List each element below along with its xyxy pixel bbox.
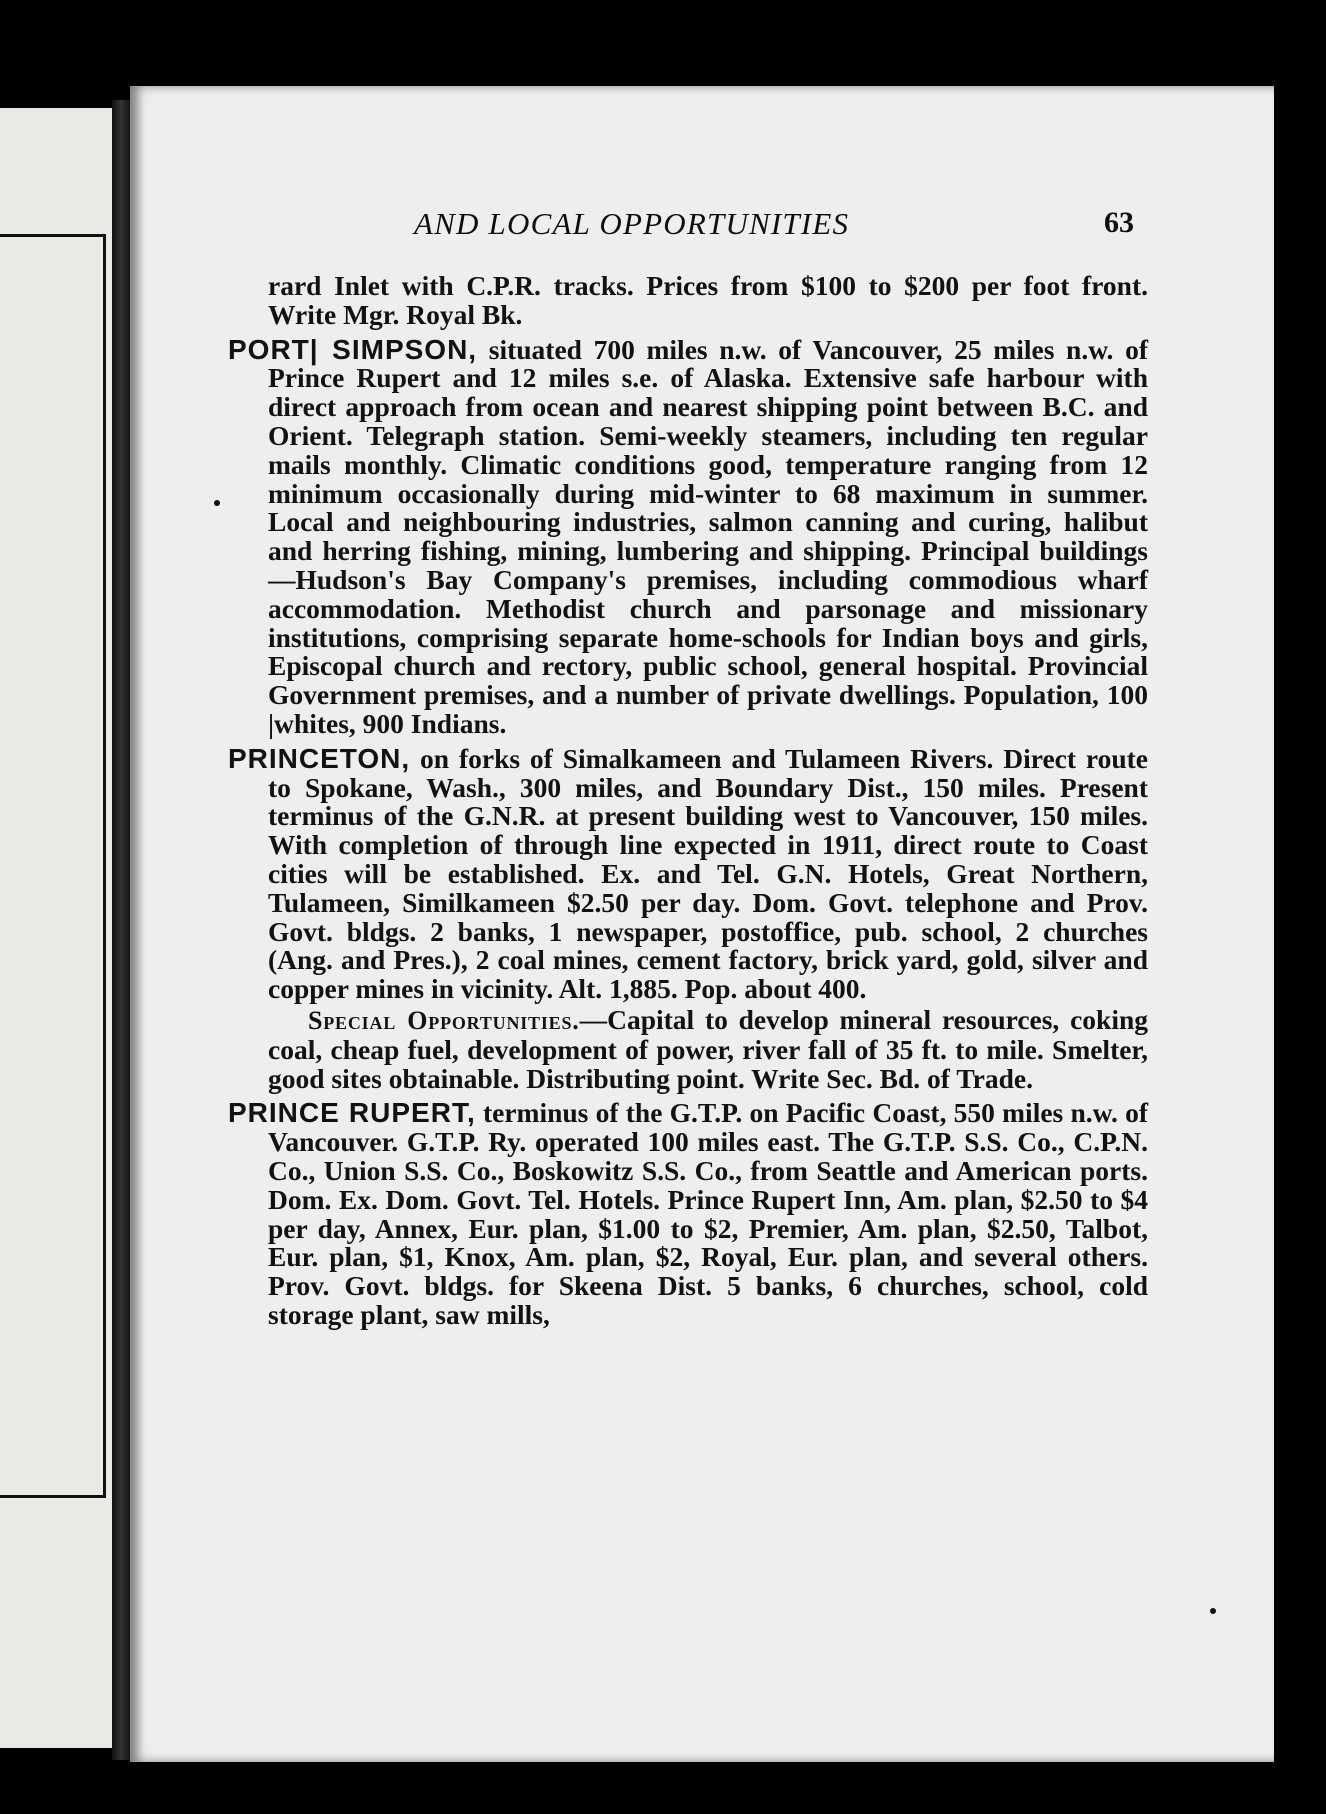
left-page-frame (0, 234, 106, 1498)
entry-port-simpson (228, 333, 1148, 739)
entry-text: rard Inlet with C.P.R. tracks. Prices from $100 to $200 per foot front. Write Mgr. Royal Bk. (268, 270, 1148, 330)
entry-text: situated 700 miles n.w. of Vancouver, 25 miles n.w. of Prince Rupert and 12 miles s.e. of Alaska. Extensive safe harbour with direct approach from ocean and nearest shipping point between B.C. and Orient. Telegraph station. Semi-weekly steamers, including ten regular mails monthly. Climatic conditions good, temperature ranging from 12 minimum occasionally during mid-winter to 68 maximum in summer. Local and neighbouring industries, salmon canning and curing, halibut and herring fishing, mining, lumbering and shipping. Principal buildings—Hudson's Bay Company's premises, including commodious wharf accommodation. Methodist church and parsonage and missionary institutions, comprising separate home-schools for Indian boys and girls, Episcopal church and rectory, public school, general hospital. Provincial Government premises, and a number of private dwellings. Population, 100 |whites, 900 Indians. (268, 333, 1148, 739)
print-speck (1210, 1608, 1216, 1614)
entry-name: PRINCE RUPERT, (228, 1097, 476, 1129)
entry-princeton-special (228, 1003, 1149, 1094)
entry-name: PORT| SIMPSON, (228, 333, 478, 365)
entry-text: terminus of the G.T.P. on Pacific Coast, 550 miles n.w. of Vancouver. G.T.P. Ry. operated 100 miles east. The G.T.P. S.S. Co., C.P.N. Co., Union S.S. Co., Boskowitz S.S. Co., from Seattle and American ports. Dom. Ex. Dom. Govt. Tel. Hotels. Prince Rupert Inn, Am. plan, $2.50 to $4 per day, Annex, Eur. plan, $1.00 to $2, Premier, Am. plan, $2.50, Talbot, Eur. plan, $1, Knox, Am. plan, $2, Royal, Eur. plan, and several others. Prov. Govt. bldgs. for Skeena Dist. 5 banks, 6 churches, school, cold storage plant, saw mills, (268, 1097, 1149, 1330)
page-header (414, 206, 1134, 250)
entry-text: on forks of Simalkameen and Tulameen Rivers. Direct route to Spokane, Wash., 300 miles, and Boundary Dist., 150 miles. Present terminus of the G.N.R. at present building west to Vancouver, 150 miles. With completion of through line expected in 1911, direct route to Coast cities will be established. Ex. and Tel. G.N. Hotels, Great Northern, Tulameen, Similkameen $2.50 per day. Dom. Govt. telephone and Prov. Govt. bldgs. 2 banks, 1 newspaper, postoffice, pub. school, 2 churches (Ang. and Pres.), 2 coal mines, cement factory, brick yard, gold, silver and copper mines in vicinity. Alt. 1,885. Pop. about 400. (268, 742, 1149, 1005)
entry-princeton (228, 742, 1149, 1005)
page-body (228, 272, 1148, 1336)
running-head: AND LOCAL OPPORTUNITIES (414, 206, 850, 241)
page-number: 63 (1104, 206, 1134, 239)
special-opportunities-text: —Capital to develop mineral resources, coking coal, cheap fuel, development of power, river fall of 35 ft. to mile. Smelter, good sites obtainable. Distributing point. Write Sec. Bd. of Trade. (268, 1003, 1149, 1094)
entry-prince-rupert (228, 1099, 1148, 1329)
special-opportunities-label: Special Opportunities. (308, 1005, 580, 1035)
entry-name: PRINCETON, (228, 742, 411, 774)
entry-rard-inlet-continued (228, 272, 1148, 330)
print-speck (214, 500, 220, 506)
